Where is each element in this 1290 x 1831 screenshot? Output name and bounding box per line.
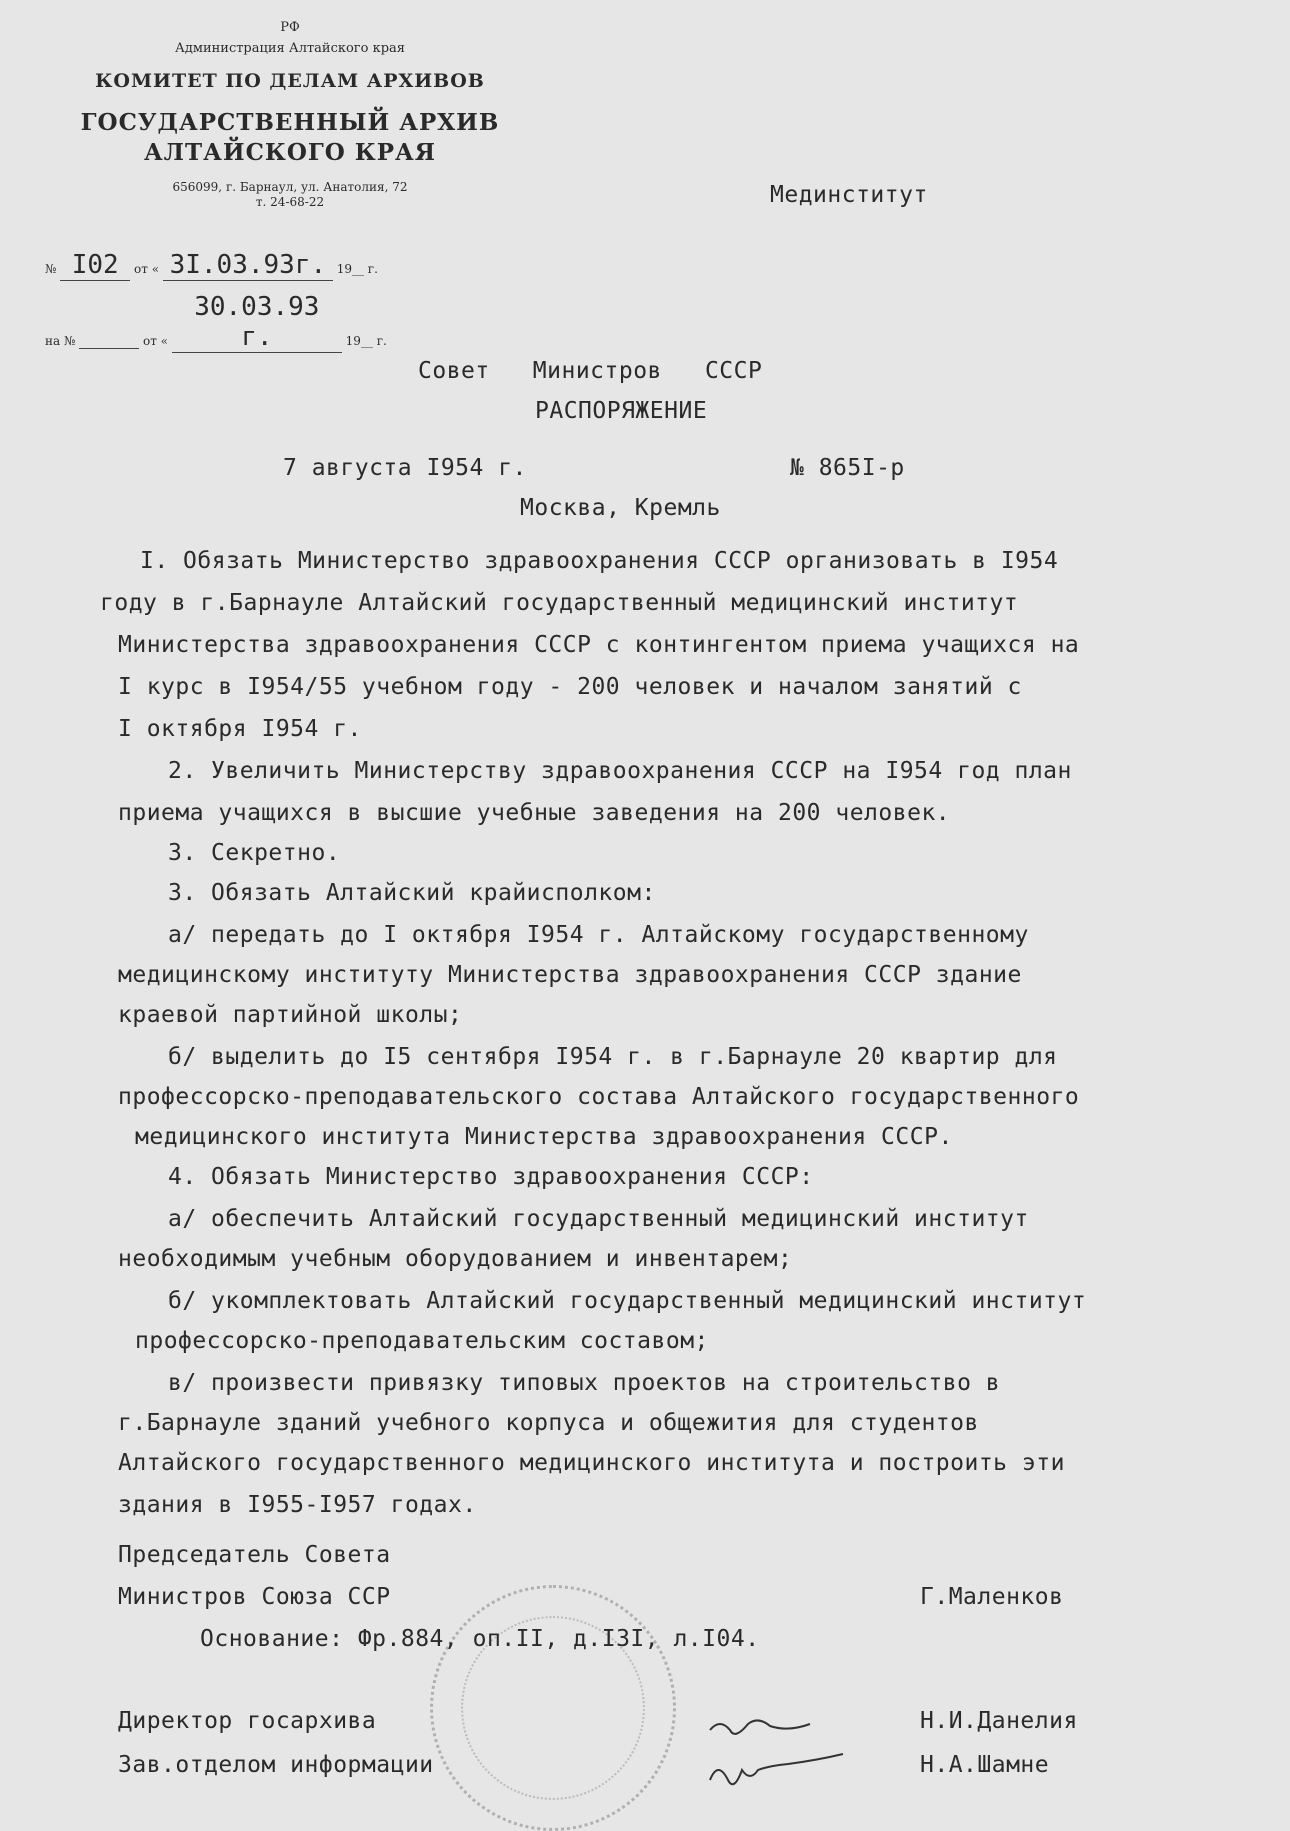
reply-reference-line [45,292,387,353]
basis-reference: Основание: Фр.884, оп.II, д.I3I, л.I04. [200,1626,760,1652]
body-line: I курс в I954/55 учебном году - 200 человек и началом занятий с [118,674,1022,700]
ref-date-value: 3I.03.93г. [169,250,327,280]
ref-no-label: № [45,262,57,276]
body-line: медицинского института Министерства здравоохранения СССР. [135,1124,953,1150]
body-line: необходимым учебным оборудованием и инвентарем; [118,1246,793,1272]
body-line: приема учащихся в высшие учебные заведения на 200 человек. [118,800,951,826]
re-from-label: от « [142,334,169,348]
body-line: I. Обязать Министерство здравоохранения СССР организовать в I954 [140,548,1059,574]
body-line: медицинскому институту Министерства здравоохранения СССР здание [118,962,1022,988]
letterhead-address: 656099, г. Барнаул, ул. Анатолия, 72 [172,180,408,194]
chair-title-line1: Председатель Совета [118,1542,391,1568]
recipient: Мединститут [770,182,928,208]
order-date: 7 августа I954 г. [283,455,527,481]
archive-seal-stamp [430,1585,676,1831]
body-line: 3. Секретно. [168,840,341,866]
re-year-suffix: 19__ г. [345,334,387,348]
body-line: б/ укомплектовать Алтайский государственный медицинский институт [168,1288,1087,1314]
body-line: 4. Обязать Министерство здравоохранения СССР: [168,1164,814,1190]
body-line: 2. Увеличить Министерству здравоохранения СССР на I954 год план [168,758,1072,784]
body-line: здания в I955-I957 годах. [118,1492,477,1518]
letterhead [60,20,520,210]
body-line: а/ обеспечить Алтайский государственный медицинский институт [168,1206,1029,1232]
ref-year-suffix: 19__ г. [336,262,378,276]
director-title: Директор госархива [118,1708,377,1734]
chair-title-line2: Министров Союза ССР [118,1584,391,1610]
body-line: краевой партийной школы; [118,1002,463,1028]
chair-name: Г.Маленков [920,1584,1064,1610]
body-line: 3. Обязать Алтайский крайисполком: [168,880,656,906]
body-line: году в г.Барнауле Алтайский государственный медицинский институт [100,590,1019,616]
re-no-label: на № [45,334,76,348]
body-line: а/ передать до I октября I954 г. Алтайскому государственному [168,922,1029,948]
body-line: г.Барнауле зданий учебного корпуса и общежития для студентов [118,1410,979,1436]
body-line: профессорско-преподавательского состава Алтайского государственного [118,1084,1080,1110]
handwritten-signatures [700,1700,900,1800]
letterhead-country: РФ [280,20,300,35]
letterhead-archive-line1: ГОСУДАРСТВЕННЫЙ АРХИВ [80,109,500,136]
order-title: РАСПОРЯЖЕНИЕ [535,398,708,424]
letterhead-administration: Администрация Алтайского края [175,41,405,56]
director-name: Н.И.Данелия [920,1708,1078,1734]
council-title: Совет Министров СССР [418,358,763,384]
body-line: Алтайского государственного медицинского института и построить эти [118,1450,1065,1476]
order-place: Москва, Кремль [520,495,721,521]
letterhead-phone: т. 24-68-22 [255,195,325,209]
info-head-name: Н.А.Шамне [920,1752,1050,1778]
body-line: в/ произвести привязку типовых проектов на строительство в [168,1370,1001,1396]
ref-no-value: I02 [71,250,119,280]
ref-from-label: от « [134,262,160,276]
order-number: № 865I-р [790,455,905,481]
body-line: профессорско-преподавательским составом; [135,1328,709,1354]
info-head-title: Зав.отделом информации [118,1752,434,1778]
body-line: I октября I954 г. [118,716,362,742]
body-line: Министерства здравоохранения СССР с контингентом приема учащихся на [118,632,1080,658]
letterhead-committee: КОМИТЕТ ПО ДЕЛАМ АРХИВОВ [95,70,485,92]
body-line: б/ выделить до I5 сентября I954 г. в г.Барнауле 20 квартир для [168,1044,1058,1070]
reference-number-line [45,250,378,281]
letterhead-archive-line2: АЛТАЙСКОГО КРАЯ [143,139,437,166]
re-date-value: 30.03.93 г. [194,292,320,352]
